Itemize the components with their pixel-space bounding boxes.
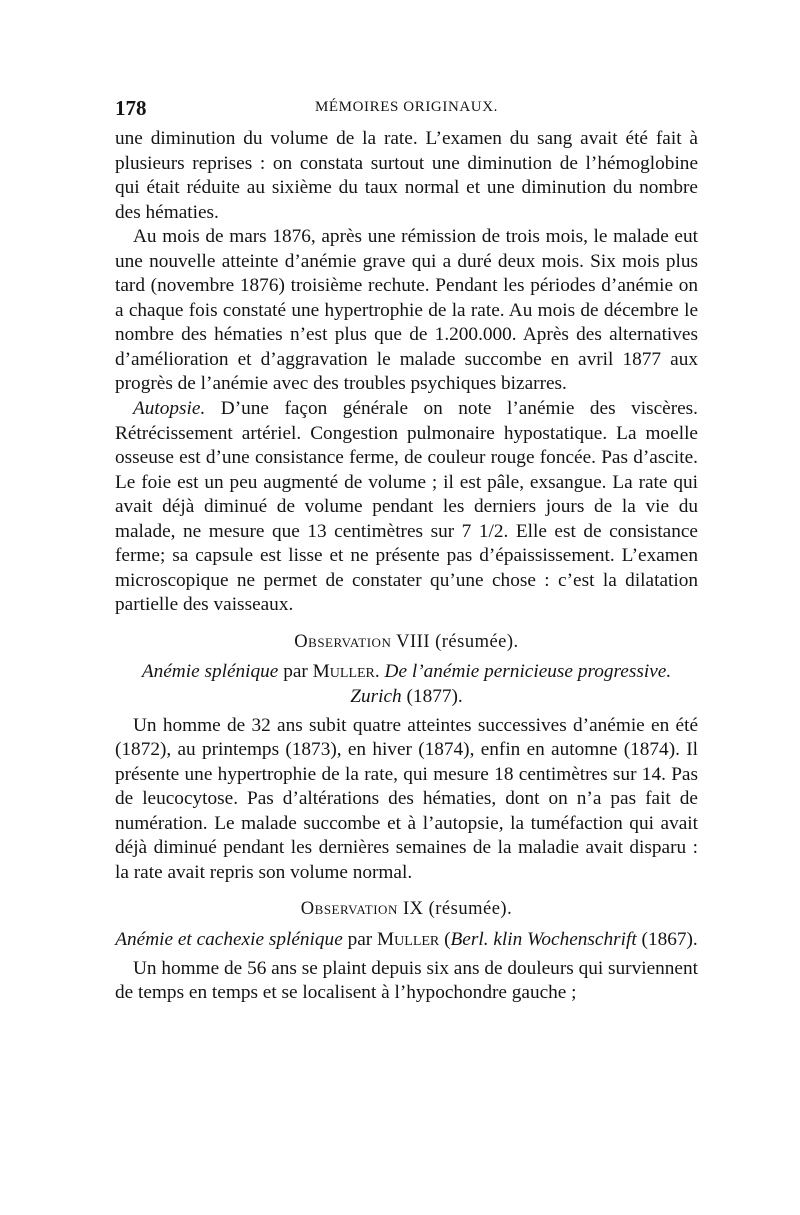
observation-label: Observation <box>294 631 392 652</box>
observation-title: Anémie et cachexie splénique <box>115 928 343 950</box>
paragraph-clinical-course: Au mois de mars 1876, après une rémission de trois mois, le malade eut une nouvelle atteinte d’anémie grave qui a duré deux mois. Six mois plus tard (novembre 1876) troisième rechute. Pendant les périodes d’anémie on a chaque fois constaté une hypertrophie de la rate. Au mois de décembre le nombre des hématies n’est plus que de 1.200.000. Après des alternatives d’amélioration et d’aggravation le malade succombe en avril 1877 aux progrès de l’anémie avec des troubles psychiques bizarres. <box>115 226 698 395</box>
observation-ref-open: ( <box>439 928 451 950</box>
observation-by: par <box>278 661 313 683</box>
observation-author: Muller <box>312 661 375 683</box>
observation-ix-heading <box>115 897 698 922</box>
body-text <box>115 127 698 1006</box>
paragraph-observation-viii: Un homme de 32 ans subit quatre atteintes successives d’anémie en été (1872), au printemps (1873), en hiver (1874), enfin en automne (1874). Il présente une hypertrophie de la rate, qui mesure 18 centimètres sur 14. Pas de leucocytose. Pas d’altérations des hématies, dont on n’a pas fait de numération. Le malade succombe et à l’autopsie, la tuméfaction qui avait déjà diminué pendant les dernières semaines de la maladie avait disparu : la rate avait repris son volume normal. <box>115 714 698 883</box>
observation-viii-title <box>115 660 698 709</box>
observation-year: (1877). <box>401 686 463 708</box>
observation-author: Muller <box>377 928 440 950</box>
autopsy-lead: Autopsie. <box>133 398 206 420</box>
paragraph-continuation: une diminution du volume de la rate. L’examen du sang avait été fait à plusieurs reprises : on constata surtout une diminution de l’hémoglobine qui était réduite au sixième du taux normal et une diminution du nombre des hématies. <box>115 128 698 223</box>
observation-number: IX (résumée). <box>397 899 513 920</box>
observation-work: De l’anémie pernicieuse progressive. Zurich <box>350 661 672 708</box>
paragraph-autopsy <box>115 397 698 618</box>
running-head: MÉMOIRES ORIGINAUX. <box>314 99 499 115</box>
observation-by: par <box>342 928 378 950</box>
observation-ix-title <box>115 928 698 953</box>
observation-number: VIII (résumée). <box>391 631 519 652</box>
paragraph-observation-ix: Un homme de 56 ans se plaint depuis six ans de douleurs qui surviennent de temps en temps et se localisent à l’hypochondre gauche ; <box>115 957 698 1004</box>
observation-author-sep: . <box>374 661 385 683</box>
page-header <box>115 96 698 124</box>
page-number: 178 <box>115 96 147 120</box>
observation-reference: Berl. klin Wochenschrift <box>450 928 637 950</box>
observation-year: (1867). <box>636 928 698 950</box>
observation-label: Observation <box>300 899 398 920</box>
observation-title: Anémie splénique <box>141 661 279 683</box>
observation-viii-heading <box>115 630 698 655</box>
autopsy-text: D’une façon générale on note l’anémie des viscères. Rétrécissement artériel. Congestion pulmonaire hypostatique. La moelle osseuse est d’une consistance ferme, de couleur rouge foncée. Pas d’ascite. Le foie est un peu augmenté de volume ; il est pâle, exsangue. La rate qui avait déjà diminué de volume pendant les derniers jours de la vie du malade, ne mesure que 13 centimètres sur 7 1/2. Elle est de consistance ferme; sa capsule est lisse et ne présente pas d’épaississement. L’examen microscopique ne permet de constater qu’une chose : c’est la dilatation partielle des vaisseaux. <box>115 398 698 616</box>
